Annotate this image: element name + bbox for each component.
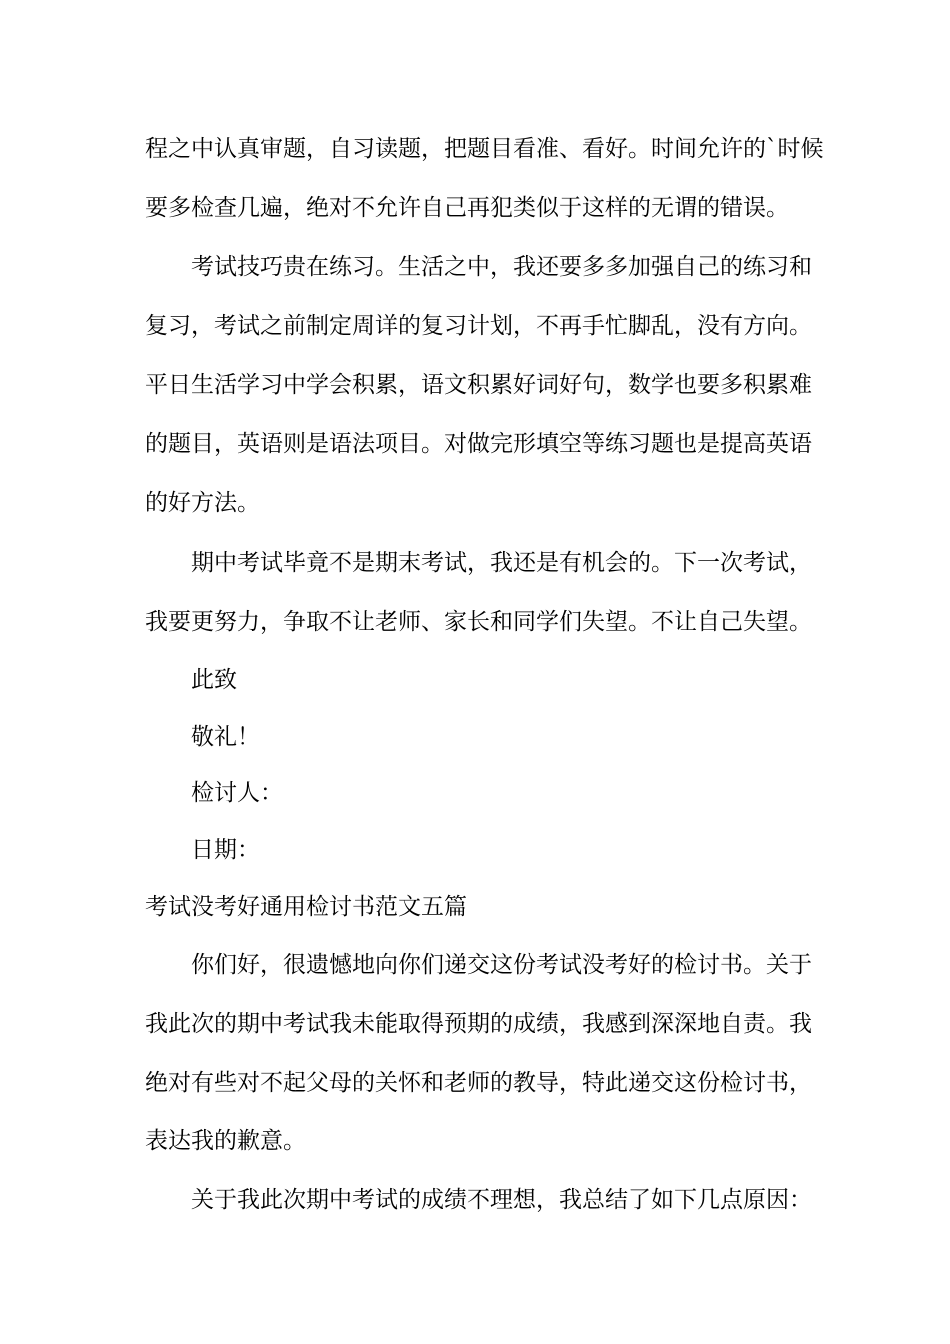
signer-label: 检讨人： (191, 780, 283, 806)
closing-salutation: 此致 (191, 667, 237, 693)
paragraph-line: 复习，考试之前制定周详的复习计划，不再手忙脚乱，没有方向。 (145, 313, 812, 339)
paragraph-line: 要多检查几遍，绝对不允许自己再犯类似于这样的无谓的错误。 (145, 195, 789, 221)
paragraph-line: 绝对有些对不起父母的关怀和老师的教导，特此递交这份检讨书， (145, 1070, 812, 1096)
date-label: 日期： (191, 837, 260, 863)
paragraph-line: 我此次的期中考试我未能取得预期的成绩，我感到深深地自责。我 (145, 1011, 812, 1037)
paragraph-line: 表达我的歉意。 (145, 1128, 306, 1154)
paragraph-line: 程之中认真审题，自习读题，把题目看准、看好。时间允许的`时候 (145, 136, 824, 162)
paragraph-line: 期中考试毕竟不是期末考试，我还是有机会的。下一次考试， (191, 550, 812, 576)
paragraph-line: 平日生活学习中学会积累，语文积累好词好句，数学也要多积累难 (145, 372, 812, 398)
paragraph-line: 关于我此次期中考试的成绩不理想，我总结了如下几点原因： (191, 1187, 812, 1213)
paragraph-line: 的题目，英语则是语法项目。对做完形填空等练习题也是提高英语 (145, 431, 812, 457)
paragraph-line: 考试技巧贵在练习。生活之中，我还要多多加强自己的练习和 (191, 254, 812, 280)
closing-regards: 敬礼！ (191, 724, 260, 750)
paragraph-line: 我要更努力，争取不让老师、家长和同学们失望。不让自己失望。 (145, 609, 812, 635)
section-heading: 考试没考好通用检讨书范文五篇 (145, 894, 467, 920)
paragraph-line: 你们好，很遗憾地向你们递交这份考试没考好的检讨书。关于 (191, 952, 812, 978)
paragraph-line: 的好方法。 (145, 490, 260, 516)
